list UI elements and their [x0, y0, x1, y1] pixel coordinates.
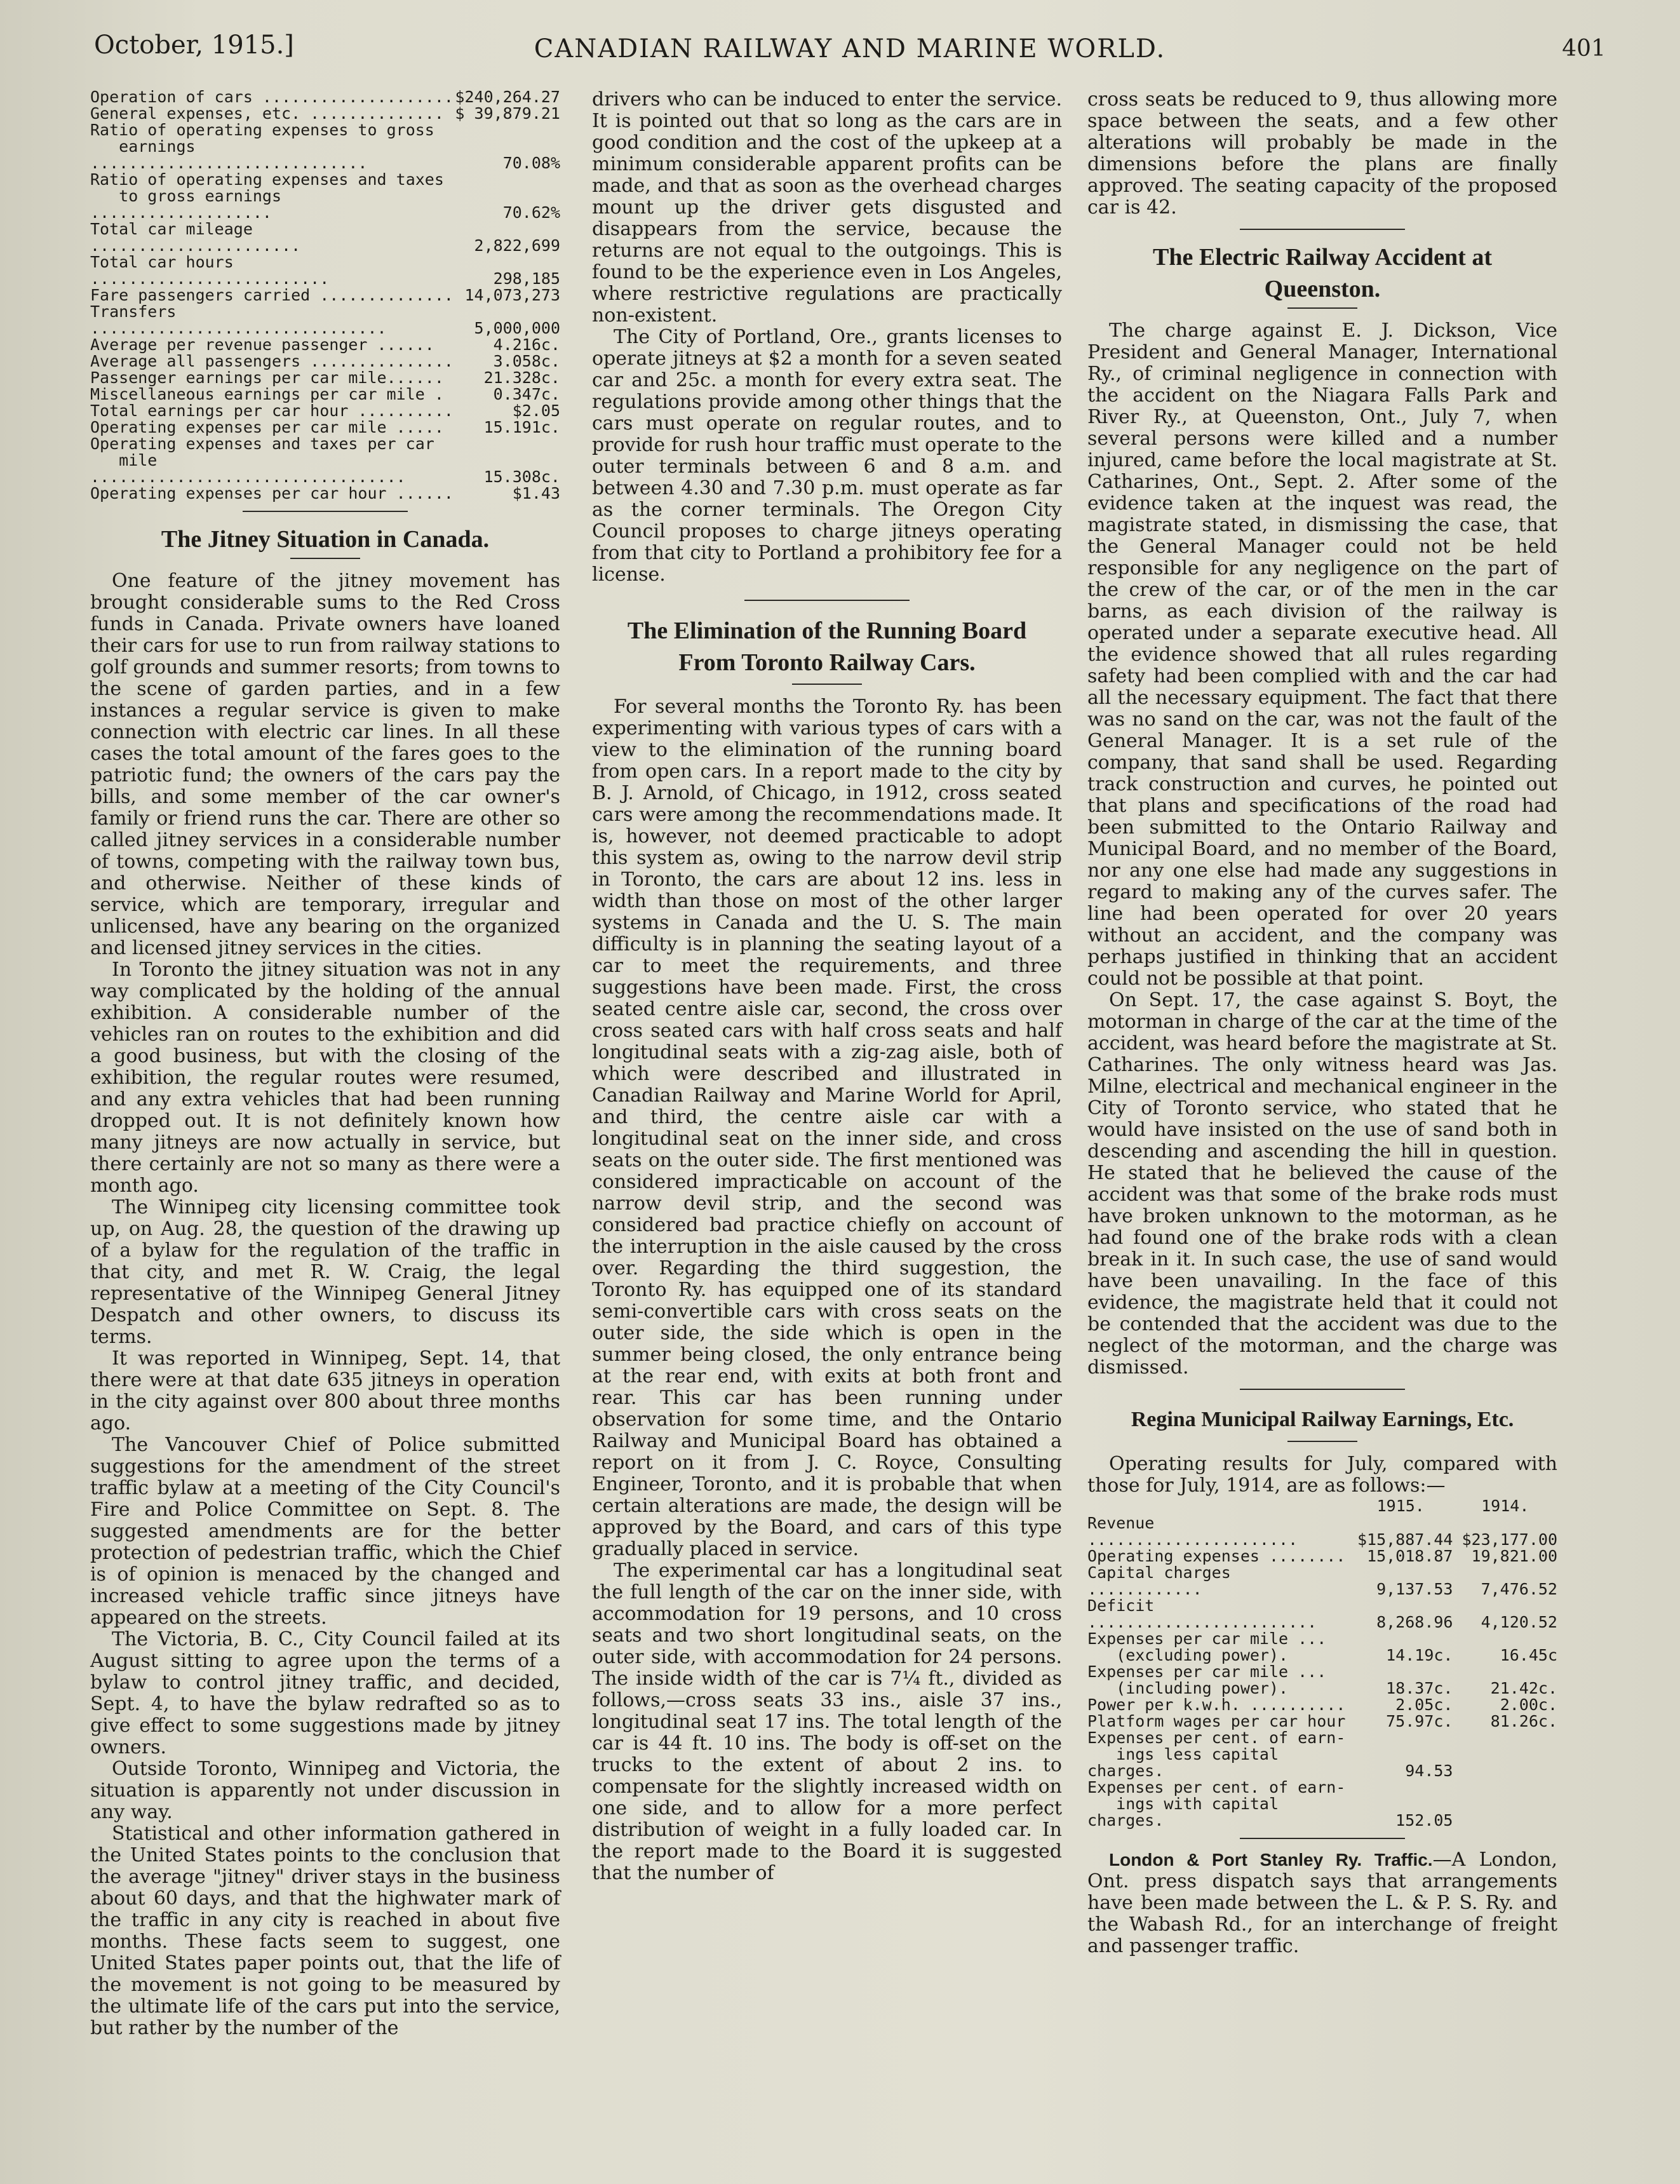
earnings-value: 81.26c.	[1490, 1712, 1557, 1730]
stat-label: Average per revenue passenger ......	[90, 335, 434, 354]
title-line: From Toronto Railway Cars.	[678, 649, 976, 676]
earnings-row	[1087, 1697, 1557, 1713]
stat-value: 4.216c.	[493, 335, 560, 354]
column-3	[1087, 89, 1557, 1957]
paragraph: The experimental car has a longitudinal seat the full length of the car on the inner side, with accommodation for 19 persons, and 10 cross seats and two short longitudinal seats, on the outer side, with accommodation for 24 persons. The inside width of the car is 7¼ ft., divided as follows,—cross seats 33 ins., aisle 37 ins., longitudinal seat 17 ins. The total length of the car is 44 ft. 10 ins. The body is off-set on the trucks to the extent of about 2 ins. to compensate for the slightly increased width on one side, and to allow for a more perfect distribution of weight in a fully loaded car. In the report made to the Board it is suggested that the number of	[592, 1560, 1062, 1884]
earnings-value: 4,120.52	[1481, 1613, 1557, 1631]
stats-row	[90, 287, 560, 304]
operating-statistics-table	[90, 89, 560, 502]
page-header	[94, 30, 1606, 75]
earnings-label: Deficit ........................	[1087, 1596, 1317, 1631]
stat-label: Fare passengers carried ..............	[90, 286, 454, 304]
earnings-value: 75.97c.	[1386, 1712, 1453, 1730]
earnings-label: Platform wages per car hour	[1087, 1712, 1346, 1730]
title-line: The Electric Railway Accident at	[1152, 244, 1492, 271]
stats-row	[90, 122, 560, 172]
paragraph: drivers who can be induced to enter the service. It is pointed out that so long as the cars are in good condition and the cost of the upkeep at a minimum considerable apparent profits can be made, and that as soon as the overhead charges mount up the driver gets disgusted and disappears from the service, because the returns are not equal to the outgoings. This is found to be the experience even in Los Angeles, where restrictive regulations are practically non-existent.	[592, 88, 1062, 327]
title-line: Queenston.	[1264, 276, 1381, 302]
stat-value: $ 39,879.21	[455, 104, 560, 123]
stat-label: Operating expenses and taxes per car mile .................................	[90, 435, 434, 486]
paragraph: In Toronto the jitney situation was not in any way complicated by the holding of the annual exhibition. A considerable number of the vehicles ran on routes to the exhibition and did a good business, but with the closing of the exhibition, the regular routes were resumed, and any extra vehicles that had been running dropped out. It is not definitely known how many jitneys are now actually in service, but there certainly are not so many as there were a month ago.	[90, 959, 560, 1197]
earnings-value	[1453, 1730, 1557, 1779]
stat-value: 14,073,273	[464, 286, 560, 304]
stats-row	[90, 485, 560, 502]
stat-label: Ratio of operating expenses to gross earnings .............................	[90, 121, 434, 172]
stat-value: $2.05	[512, 401, 560, 420]
earnings-row	[1087, 1779, 1557, 1829]
stat-label: Operating expenses per car hour ......	[90, 484, 454, 502]
stat-label: Miscellaneous earnings per car mile .	[90, 385, 444, 403]
earnings-value: 2.05c.	[1395, 1695, 1453, 1714]
earnings-label: Power per k.w.h. ..........	[1087, 1695, 1346, 1714]
stat-value: 5,000,000	[474, 319, 560, 337]
header-blank	[1087, 1497, 1348, 1515]
stats-row	[90, 386, 560, 403]
stats-row	[90, 221, 560, 254]
london-brief	[1087, 1849, 1557, 1957]
paragraph: Statistical and other information gathered in the United States points to the conclusion that the average "jitney" driver stays in the business about 60 days, and that the highwater mark of the traffic in any city is reached in about five months. These facts seem to suggest, one United States paper points out, that the life of the movement is not going to be measured by the ultimate life of the cars put into the service, but rather by the number of the	[90, 1823, 560, 2039]
brief-lead: London & Port Stanley Ry. Traffic.	[1109, 1850, 1433, 1870]
stats-row	[90, 304, 560, 337]
title-rule	[290, 558, 360, 559]
earnings-value: 152.05	[1395, 1811, 1453, 1830]
stat-value: 70.08%	[502, 154, 560, 172]
earnings-value	[1453, 1779, 1557, 1829]
paragraph: The Vancouver Chief of Police submitted suggestions for the amendment of the street traffic bylaw at a meeting of the City Council's Fire and Police Committee on Sept. 8. The suggested amendments are for the better protection of pedestrian traffic, which the Chief is of opinion is menaced by the changed and increased vehicle traffic since jitneys have appeared on the streets.	[90, 1434, 560, 1629]
paragraph: The Victoria, B. C., City Council failed at its August sitting to agree upon the terms of a bylaw to control jitney traffic, and decided, Sept. 4, to have the bylaw redrafted so as to give effect to some suggestions made by jitney owners.	[90, 1628, 560, 1758]
title-line: The Elimination of the Running Board	[627, 617, 1027, 644]
paragraph: cross seats be reduced to 9, thus allowing more space between the seats, and a few other alterations will probably be made in the dimensions before the plans are finally approved. The seating capacity of the proposed car is 42.	[1087, 88, 1557, 219]
earnings-label: Expenses per car mile ... (excluding power).	[1087, 1629, 1327, 1664]
title-rule	[792, 684, 862, 685]
earnings-label: Expenses per cent. of earn- ings with capital charges.	[1087, 1778, 1346, 1830]
earnings-value: 21.42c.	[1490, 1679, 1557, 1697]
regina-earnings-table	[1087, 1497, 1557, 1829]
stat-label: Ratio of operating expenses and taxes to gross earnings ...................	[90, 170, 444, 222]
stats-row	[90, 353, 560, 370]
jitney-article-body	[90, 570, 560, 2039]
stat-value: 15.191c.	[483, 418, 560, 436]
stat-label: Operating expenses per car mile .....	[90, 418, 444, 436]
earnings-label: Revenue ......................	[1087, 1514, 1298, 1549]
stat-label: General expenses, etc. ..............	[90, 104, 444, 123]
stat-label: Passenger earnings per car mile......	[90, 368, 444, 387]
stat-value: 21.328c.	[483, 368, 560, 387]
earnings-row	[1087, 1730, 1557, 1779]
section-rule	[1240, 229, 1405, 230]
stat-label: Average all passengers ...............	[90, 352, 454, 370]
paragraph: The charge against E. J. Dickson, Vice President and General Manager, International Ry., of criminal negligence in connection with the accident on the Niagara Falls Park and River Ry., at Queenston, Ont., July 7, when several persons were killed and a number injured, came before the local magistrate at St. Catharines, Ont., Sept. 2. After some of the evidence taken at the inquest was read, the magistrate stated, in dismissing the case, that the General Manager could not be held responsible for any negligence on the part of the crew of the car, or of the men in the car barns, as each division of the railway is operated under a separate executive head. All the evidence showed that all rules regarding safety had been complied with and the car had all the necessary equipment. The fact that there was no sand on the car, was not the fault of the General Manager. It is a set rule of the company, that sand shall be used. Regarding track construction and curves, he pointed out that plans and specifications of the road had been submitted to the Ontario Railway and Municipal Board, and no member of the Board, nor any one else had made any suggestions in regard to making any of the curves safer. The line had been operated for over 20 years without an accident, and the company was perhaps justified in thinking that an accident could not be possible at that point.	[1087, 320, 1557, 990]
paragraph: For several months the Toronto Ry. has been experimenting with various types of cars with a view to the elimination of the running board from open cars. In a report made to the city by B. J. Arnold, of Chicago, in 1912, cross seated cars were among the recommendations made. It is, however, not deemed practicable to adopt this system as, owing to the narrow devil strip in Toronto, the cars are about 12 ins. less in width than those on most of the other larger systems in Canada and the U. S. The main difficulty is in planning the seating layout of a car to meet the requirements, and three suggestions have been made. First, the cross seated centre aisle car, second, the cross over cross seated cars with half cross seats and half longitudinal seats with a zig-zag aisle, both of which were described and illustrated in Canadian Railway and Marine World for April, and third, the centre aisle car with a longitudinal seat on the inner side, and cross seats on the outer side. The first mentioned was considered impracticable on account of the narrow devil strip, and the second was considered bad practice chiefly on account of the interruption in the aisle caused by the cross over. Regarding the third suggestion, the Toronto Ry. has equipped one of its standard semi-convertible cars with cross seats on the outer side, the side which is open in the summer being closed, the only entrance being at the rear end, with exits at both front and rear. This car has been running under observation for some time, and the Ontario Railway and Municipal Board has obtained a report on it from J. C. Royce, Consulting Engineer, Toronto, and it is probable that when certain alterations are made, the design will be approved by the Board, and cars of this type gradually placed in service.	[592, 696, 1062, 1560]
stats-row	[90, 89, 560, 105]
stats-row	[90, 403, 560, 419]
stat-value: 3.058c.	[493, 352, 560, 370]
stat-label: Total earnings per car hour ..........	[90, 401, 454, 420]
earnings-label: Operating expenses ........	[1087, 1547, 1346, 1565]
stat-value: 70.62%	[502, 203, 560, 222]
stat-label: Operation of cars ....................	[90, 88, 454, 106]
earnings-row	[1087, 1664, 1557, 1697]
stat-value: 0.347c.	[493, 385, 560, 403]
stat-label: Total car mileage ......................	[90, 220, 301, 255]
title-rule	[1287, 307, 1357, 309]
stats-row	[90, 337, 560, 353]
earnings-row	[1087, 1515, 1557, 1548]
earnings-label: Expenses per cent. of earn- ings less capital charges.	[1087, 1729, 1346, 1780]
earnings-row	[1087, 1565, 1557, 1598]
paragraph: On Sept. 17, the case against S. Boyt, the motorman in charge of the car at the time of the accident, was heard before the magistrate at St. Catharines. The only witness heard was Jas. Milne, electrical and mechanical engineer in the City of Toronto service, who stated that he would have insisted on the use of sand both in descending and ascending the hill in question. He stated that he believed the cause of the accident was that some of the brake rods must have broken unknown to the motorman, as he had found one of the brake rods with a clean break in it. In such case, the use of sand would have been unavailing. In the face of this evidence, the magistrate held that it could not be contended that the accident was due to the neglect of the motorman, and the charge was dismissed.	[1087, 989, 1557, 1378]
brief-text: —A London, Ont. press dispatch says that arrangements have been made between the L. & P. S. Ry. and the Wabash Rd., for an interchange of freight and passenger traffic.	[1087, 1849, 1557, 1957]
earnings-label: Capital charges ............	[1087, 1563, 1240, 1598]
stat-value: 15.308c.	[483, 468, 560, 486]
stats-row	[90, 254, 560, 287]
earnings-row	[1087, 1631, 1557, 1664]
stats-row	[90, 105, 560, 122]
earnings-value: 14.19c.	[1386, 1646, 1453, 1664]
paragraph: The City of Portland, Ore., grants licenses to operate jitneys at $2 a month for a seven seated car and 25c. a month for every extra seat. The regulations provide among other things that the cars must operate on regular routes, and to provide for rush hour traffic must operate to the outer terminals between 6 and 8 a.m. and between 4.30 and 7.30 p.m. must operate as far as the corner terminals. The Oregon City Council proposes to charge jitneys operating from that city to Portland a prohibitory fee for a license.	[592, 326, 1062, 586]
stat-value: $240,264.27	[455, 88, 560, 106]
running-board-article-title	[592, 615, 1062, 678]
page-number: 401	[1562, 36, 1606, 62]
paragraph: It was reported in Winnipeg, Sept. 14, that there were at that date 635 jitneys in operation in the city against over 800 about three months ago.	[90, 1347, 560, 1434]
accident-article-title	[1087, 241, 1557, 305]
stat-label: Total car hours .........................	[90, 253, 330, 288]
column-header: 1914.	[1481, 1497, 1529, 1515]
section-rule	[1240, 1389, 1405, 1390]
paragraph: The Winnipeg city licensing committee took up, on Aug. 28, the question of the drawing up of a bylaw for the regulation of the traffic in that city, and met R. W. Craig, the legal representative of the Winnipeg General Jitney Despatch and other owners, to discuss its terms.	[90, 1196, 560, 1348]
earnings-label: Expenses per car mile ... (including power).	[1087, 1662, 1327, 1697]
stats-row	[90, 172, 560, 221]
stats-row	[90, 370, 560, 386]
section-rule	[744, 600, 910, 601]
jitney-article-title: The Jitney Situation in Canada.	[161, 526, 490, 553]
earnings-value: 15,018.87	[1367, 1547, 1453, 1565]
regina-article-title: Regina Municipal Railway Earnings, Etc.	[1131, 1408, 1514, 1431]
stats-row	[90, 436, 560, 485]
issue-date: October, 1915.]	[94, 30, 294, 60]
stat-value: $1.43	[512, 484, 560, 502]
paragraph: One feature of the jitney movement has brought considerable sums to the Red Cross funds in Canada. Private owners have loaned their cars for use to run from railway stations to golf grounds and summer resorts; from towns to the scene of garden parties, and in a few instances a regular service is given to make connection with electric car lines. In all these cases the total amount of the fares goes to the patriotic fund; the owners of the cars pay the bills, and some member of the car owner's family or friend runs the car. There are other so called jitney services in a considerable number of towns, competing with the railway town bus, and otherwise. Neither of these kinds of service, which are temporary, irregular and unlicensed, have any bearing on the organized and licensed jitney services in the cities.	[90, 570, 560, 959]
earnings-value: $15,887.44	[1357, 1530, 1453, 1549]
stats-row	[90, 419, 560, 436]
stat-value: 2,822,699	[474, 236, 560, 255]
section-rule	[243, 511, 408, 512]
column-1	[90, 89, 560, 2039]
earnings-value: 19,821.00	[1471, 1547, 1557, 1565]
earnings-value: 8,268.96	[1376, 1613, 1453, 1631]
earnings-row	[1087, 1713, 1557, 1730]
earnings-value: 9,137.53	[1376, 1580, 1453, 1598]
column-header: 1915.	[1376, 1497, 1425, 1515]
earnings-value: $23,177.00	[1462, 1530, 1557, 1549]
earnings-value: 7,476.52	[1481, 1580, 1557, 1598]
stat-label: Transfers ...............................	[90, 302, 387, 337]
earnings-value: 2.00c.	[1500, 1695, 1557, 1714]
paragraph: Operating results for July, compared with those for July, 1914, are as follows:—	[1087, 1453, 1557, 1497]
paragraph: Outside Toronto, Winnipeg and Victoria, the situation is apparently not under discussion in any way.	[90, 1758, 560, 1823]
earnings-row	[1087, 1548, 1557, 1565]
publication-title: CANADIAN RAILWAY AND MARINE WORLD.	[534, 34, 1166, 64]
earnings-value: 16.45c	[1500, 1646, 1557, 1664]
earnings-row	[1087, 1598, 1557, 1631]
earnings-value: 18.37c.	[1386, 1679, 1453, 1697]
column-2	[592, 89, 1062, 1884]
earnings-value: 94.53	[1405, 1762, 1453, 1780]
stat-value: 298,185	[493, 269, 560, 288]
section-rule	[1240, 1838, 1405, 1839]
title-rule	[1287, 1441, 1357, 1442]
